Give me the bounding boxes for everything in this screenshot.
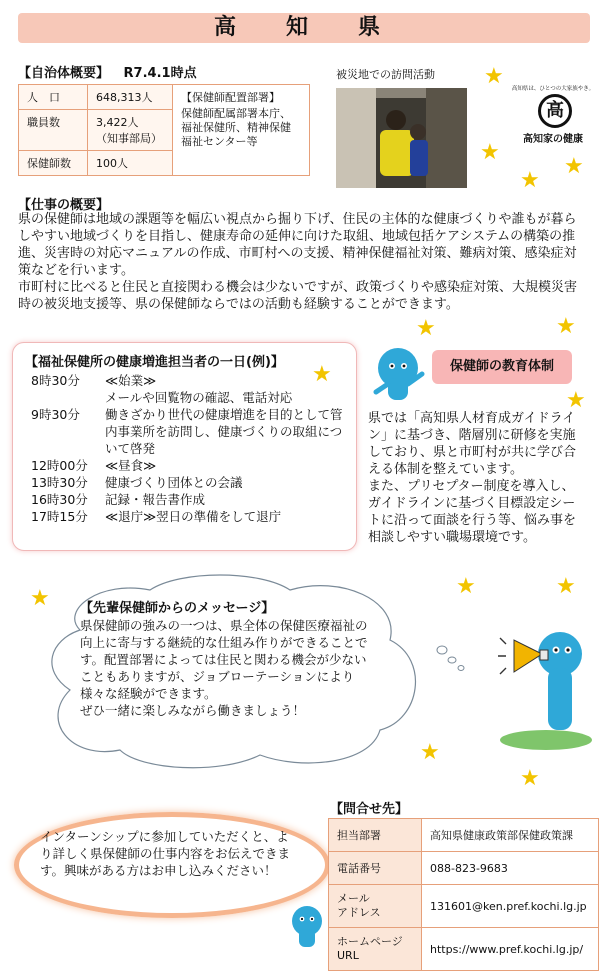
overview-heading <box>18 62 197 81</box>
star-icon: ★ <box>484 64 504 89</box>
schedule-time: 17時15分 <box>31 509 88 524</box>
message-heading: 【先輩保健師からのメッセージ】 <box>80 601 275 616</box>
megaphone-mascot-icon <box>496 610 596 752</box>
schedule-time: 12時00分 <box>31 458 88 473</box>
star-icon: ★ <box>312 362 332 387</box>
message-text <box>80 600 372 719</box>
contact-heading: 【問合せ先】 <box>330 802 409 817</box>
contact-label: 電話番号 <box>329 852 422 885</box>
contact-label: 担当部署 <box>329 819 422 852</box>
contact-label: ホームページ URL <box>329 928 422 971</box>
work-paragraph-1: 県の保健師は地域の課題等を幅広い視点から掘り下げ、住民の主体的な健康づくりや誰もが暮らしやすい地域づくりを目指し、健康寿命の延伸に向けた取組、地域包括ケアシステムの構築の推進、災害時の対応マニュアルの作成、市町村への支援、精神保健福祉対策、難病対策、感染症対策などを行います。 <box>18 212 577 278</box>
homepage-link[interactable]: https://www.pref.kochi.lg.jp/ <box>422 928 599 971</box>
staff-value-sub: （知事部局） <box>96 132 162 145</box>
photo-caption: 被災地での訪問活動 <box>336 68 435 81</box>
logo-bottom-text: 高知家の健康 <box>523 134 583 145</box>
star-icon: ★ <box>520 168 540 193</box>
schedule-row <box>13 372 356 389</box>
contact-value: 高知県健康政策部保健政策課 <box>422 819 599 852</box>
schedule-row <box>13 474 356 491</box>
contact-table <box>328 818 599 971</box>
overview-date: R7.4.1時点 <box>123 66 197 81</box>
population-label: 人 口 <box>19 85 88 110</box>
schedule-time: 16時30分 <box>31 492 88 507</box>
education-paragraph-2: また、プリセプター制度を導入し、ガイドラインに基づく目標設定シートに沿って面談を行う等、悩み事を相談しやすい職場環境です。 <box>368 479 577 545</box>
schedule-desc: ≪昼食≫ <box>105 458 157 473</box>
schedule-row <box>13 491 356 508</box>
email-link[interactable]: 131601@ken.pref.kochi.lg.jp <box>422 885 599 928</box>
overview-heading-text: 【自治体概要】 <box>18 66 110 81</box>
logo-mark: 高 <box>538 94 572 128</box>
contact-row <box>329 885 599 928</box>
kochi-family-logo <box>510 84 596 150</box>
message-closing: ぜひ一緒に楽しみながら働きましょう！ <box>80 703 306 718</box>
overview-table <box>18 84 310 176</box>
schedule-desc: ≪退庁≫翌日の準備をして退庁 <box>105 509 282 524</box>
contact-row <box>329 852 599 885</box>
small-mascot-icon <box>287 903 327 949</box>
page-title: 高 知 県 <box>18 13 590 43</box>
star-icon: ★ <box>30 586 50 611</box>
star-icon: ★ <box>564 154 584 179</box>
work-paragraph-2: 市町村に比べると住民と直接関わる機会は少ないですが、政策づくりや感染症対策、大規模災害時の被災地支援等、県の保健師ならではの活動も経験することができます。 <box>18 280 578 312</box>
disaster-visit-photo <box>336 88 467 188</box>
overview-row-population <box>19 85 310 110</box>
star-icon: ★ <box>566 388 586 413</box>
staff-label: 職員数 <box>19 110 88 151</box>
one-day-heading: 【福祉保健所の健康増進担当者の一日(例)】 <box>25 355 284 370</box>
assignment-cell <box>173 85 310 176</box>
schedule-desc: メールや回覧物の確認、電話対応 <box>105 390 293 405</box>
schedule-row <box>13 406 356 457</box>
star-icon: ★ <box>416 316 436 341</box>
education-text <box>368 410 586 546</box>
schedule-row <box>13 508 356 525</box>
phone-number: 088-823-9683 <box>422 852 599 885</box>
work-text <box>18 211 583 313</box>
education-paragraph-1: 県では「高知県人材育成ガイドライン」に基づき、階層別に研修を実施しており、県と市町村が共に学び合える体制を整えています。 <box>368 411 577 477</box>
contact-label: メール アドレス <box>329 885 422 928</box>
nurses-value: 100人 <box>88 151 173 176</box>
schedule-time: 9時30分 <box>31 407 80 422</box>
staff-value: 3,422人 <box>96 116 139 129</box>
schedule-desc: 働きざかり世代の健康増進を目的として管内事業所を訪問し、健康づくりの取組について啓発 <box>105 407 343 456</box>
assignment-title: 【保健師配置部署】 <box>181 91 280 104</box>
schedule-row <box>13 389 356 406</box>
schedule-time: 13時30分 <box>31 475 88 490</box>
schedule-time: 8時30分 <box>31 373 80 388</box>
schedule-desc: ≪始業≫ <box>105 373 157 388</box>
internship-text: インターンシップに参加していただくと、より詳しく県保健師の仕事内容をお伝えできます。興味がある方はお申し込みください！ <box>40 829 291 878</box>
schedule-desc: 記録・報告書作成 <box>105 492 206 507</box>
star-icon: ★ <box>480 140 500 165</box>
one-day-schedule-box <box>12 342 357 551</box>
star-icon: ★ <box>520 766 540 791</box>
population-value: 648,313人 <box>88 85 173 110</box>
star-icon: ★ <box>556 574 576 599</box>
nurses-label: 保健師数 <box>19 151 88 176</box>
work-heading: 【仕事の概要】 <box>18 198 110 213</box>
contact-row <box>329 819 599 852</box>
staff-value-cell <box>88 110 173 151</box>
mascot-icon <box>368 344 428 406</box>
star-icon: ★ <box>420 740 440 765</box>
schedule-row <box>13 457 356 474</box>
logo-top-text: 高知県は、ひとつの大家族やき。 <box>511 86 595 92</box>
schedule-desc: 健康づくり団体との会議 <box>105 475 243 490</box>
education-badge: 保健師の教育体制 <box>432 350 572 384</box>
schedule-time <box>13 389 105 406</box>
assignment-body: 保健師配属部署本庁、福祉保健所、精神保健福祉センター等 <box>181 107 291 148</box>
star-icon: ★ <box>556 314 576 339</box>
message-body: 県保健師の強みの一つは、県全体の保健医療福祉の向上に寄与する継続的な仕組み作りができることです。配置部署によっては住民と関わる機会が少ないこともありますが、ジョブローテーションにより様々な経験ができます。 <box>80 618 368 701</box>
contact-row <box>329 928 599 971</box>
star-icon: ★ <box>456 574 476 599</box>
speech-bubble-tail <box>436 640 468 680</box>
